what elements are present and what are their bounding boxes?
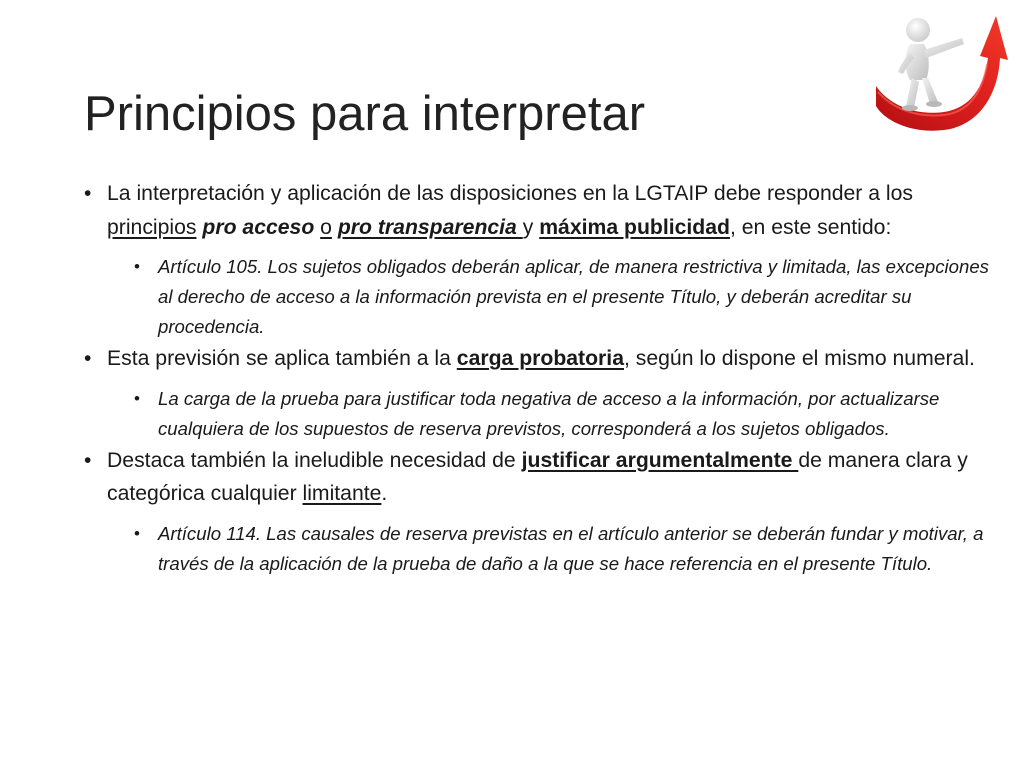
term-limitante: limitante	[302, 482, 382, 505]
quote-text: La carga de la prueba para justificar toda negativa de acceso a la información, por actualizarse cualquiera de los supuestos de reserva previstos, corresponderá a los sujetos obligados.	[158, 387, 940, 439]
term-carga-probatoria: carga probatoria	[456, 347, 624, 370]
text: Destaca también la ineludible necesidad de	[107, 448, 522, 472]
figure-on-rising-red-arrow-icon	[874, 8, 1010, 134]
bullet-carga-probatoria	[84, 342, 999, 376]
connector-o: o	[320, 215, 332, 239]
bullet-dot: •	[134, 388, 140, 408]
quote-text: Artículo 105. Los sujetos obligados deberán aplicar, de manera restrictiva y limitada, las excepciones al derecho de acceso a la información prevista en el presente Título, y deberán acreditar su procedencia.	[158, 256, 989, 337]
term-maxima-publicidad: máxima publicidad	[539, 215, 730, 239]
bullet-dot: •	[84, 182, 92, 205]
bullet-dot: •	[84, 347, 92, 370]
term-pro-acceso: pro acceso	[202, 215, 315, 239]
text: Esta previsión se aplica también a la	[107, 347, 457, 370]
term-justificar-argumentalmente: justificar argumentalmente	[521, 448, 799, 472]
bullet-list	[84, 177, 999, 579]
text: La interpretación y aplicación de las disposiciones en la LGTAIP debe responder a los	[107, 182, 914, 205]
quote-text: Artículo 114. Las causales de reserva previstas en el artículo anterior se deberán fundar y motivar, a través de la aplicación de la prueba de daño a la que se hace referencia en el presente Título.	[158, 522, 984, 574]
bullet-principios	[84, 177, 999, 244]
bullet-justificar	[84, 444, 999, 511]
text: , según lo dispone el mismo numeral.	[623, 347, 975, 370]
bullet-dot: •	[134, 257, 140, 276]
text: de manera clara y categórica cualquier	[107, 448, 968, 505]
bullet-dot: •	[84, 448, 92, 472]
text: .	[381, 482, 388, 505]
quote-articulo-105	[134, 252, 999, 342]
quote-carga-de-la-prueba	[134, 384, 999, 444]
text: y	[522, 215, 540, 239]
text: , en este sentido:	[729, 215, 892, 239]
term-pro-transparencia: pro transparencia	[337, 215, 523, 239]
slide-title: Principios para interpretar	[84, 87, 646, 141]
term-principios: principios	[107, 215, 197, 239]
bullet-dot: •	[134, 523, 140, 543]
quote-articulo-114	[134, 519, 999, 579]
